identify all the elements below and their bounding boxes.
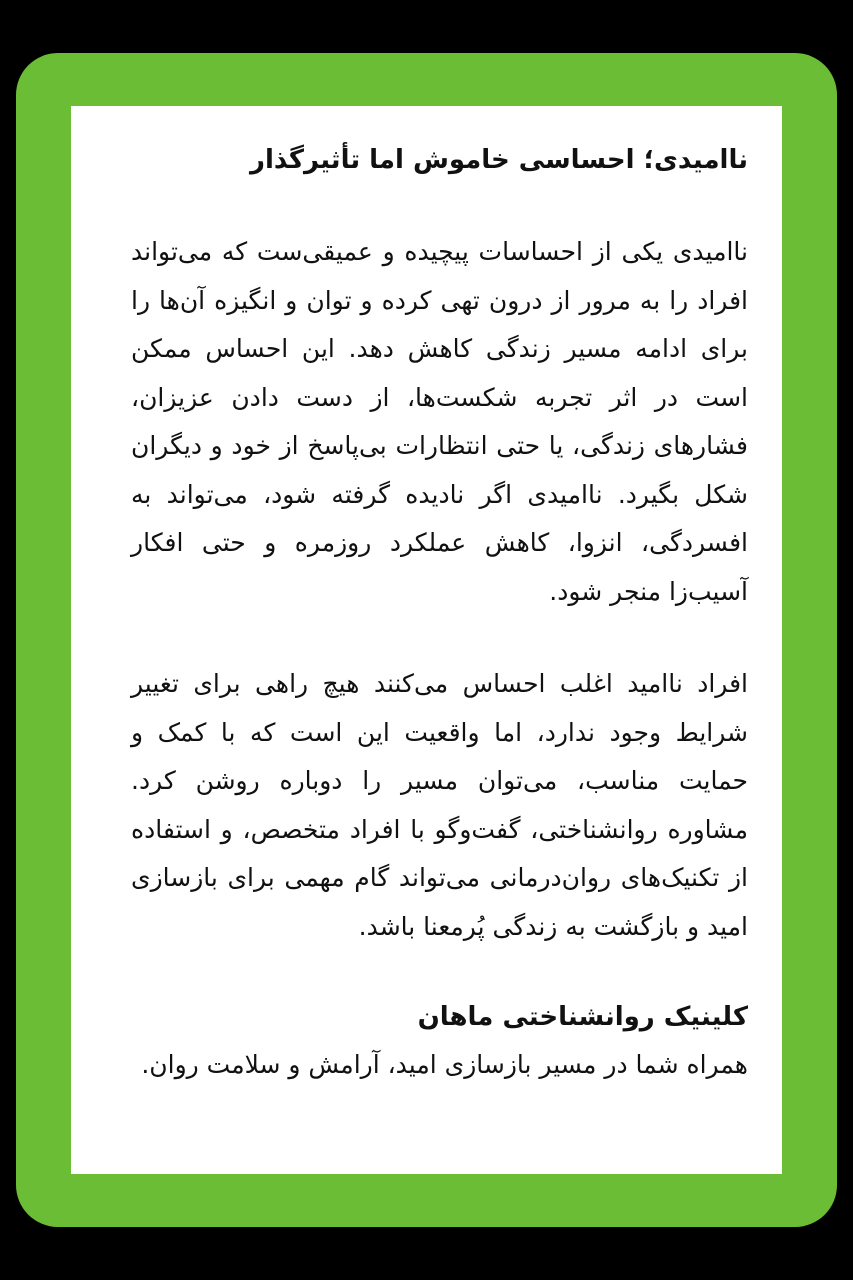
clinic-tagline: همراه شما در مسیر بازسازی امید، آرامش و سلامت روان. — [141, 1050, 748, 1079]
paragraph-help: افراد ناامید اغلب احساس می‌کنند هیچ راهی برای تغییر شرایط وجود ندارد، اما واقعیت این است که با کمک و حمایت مناسب، می‌توان مسیر را دوباره روشن کرد. مشاوره روانشناختی، گفت‌وگو با افراد متخصص، و استفاده از تکنیک‌های روان‌درمانی می‌تواند گام مهمی برای بازسازی امید و بازگشت به زندگی پُرمعنا باشد. — [131, 669, 748, 941]
paragraph-intro: ناامیدی یکی از احساسات پیچیده و عمیقی‌ست که می‌تواند افراد را به مرور از درون تهی کرده و توان و انگیزه آن‌ها را برای ادامه مسیر زندگی کاهش دهد. این احساس ممکن است در اثر تجربه شکست‌ها، از دست دادن عزیزان، فشارهای زندگی، یا حتی انتظارات بی‌پاسخ از خود و دیگران شکل بگیرد. ناامیدی اگر نادیده گرفته شود، می‌تواند به افسردگی، انزوا، کاهش عملکرد روزمره و حتی افکار آسیب‌زا منجر شود. — [131, 237, 748, 606]
clinic-name: کلینیک روانشناختی ماهان — [417, 1002, 748, 1032]
post-title: ناامیدی؛ احساسی خاموش اما تأثیرگذار — [250, 145, 748, 175]
post-card — [71, 106, 782, 1174]
clinic-signature — [131, 993, 748, 1090]
